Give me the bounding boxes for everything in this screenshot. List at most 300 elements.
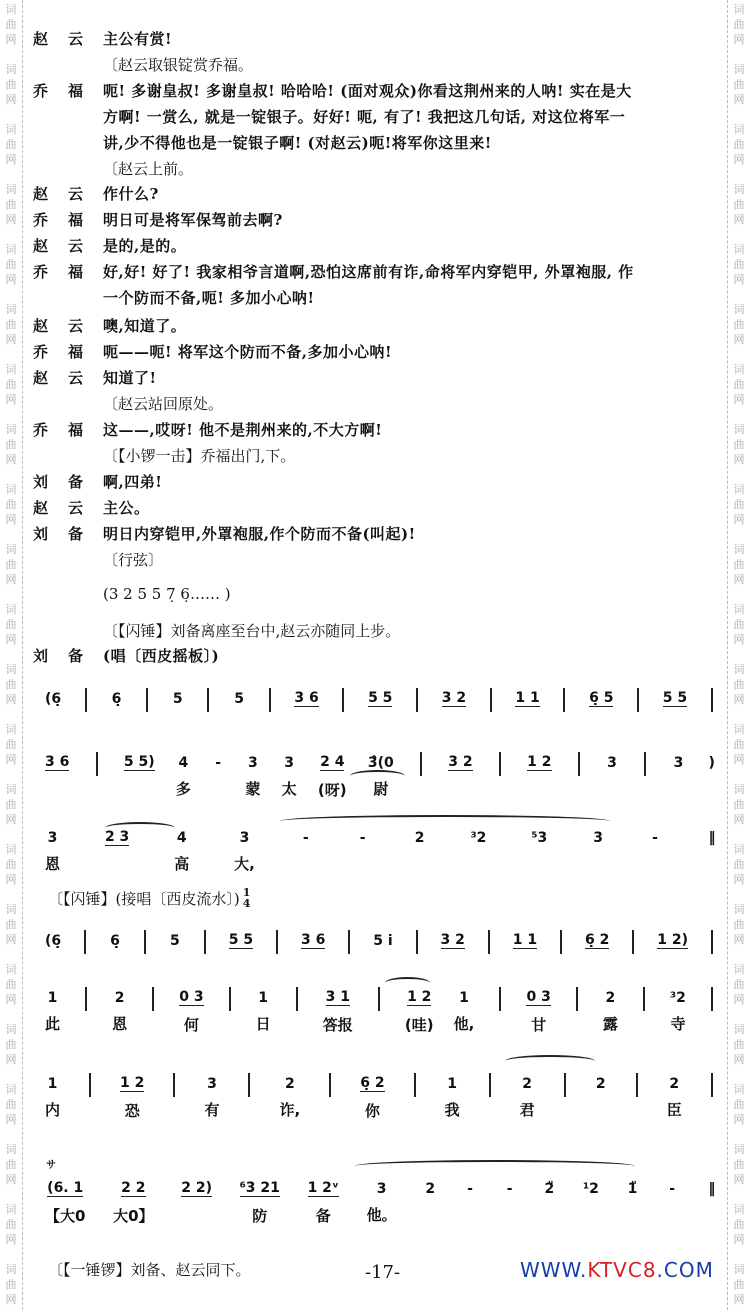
speaker-char: 赵 [33,29,49,48]
note-cell [282,752,297,799]
note-cell [424,1178,436,1200]
speaker-char: 福 [68,210,84,229]
barline [324,1073,336,1097]
watermark-text: 词 曲 网 [733,1263,745,1306]
note: ³2 [670,990,686,1006]
barline-mark [632,930,634,954]
speaker-char: 云 [68,29,84,48]
note-cell [318,752,347,800]
note-cell [657,930,688,953]
note: ) [708,755,715,771]
lyric: 日 [255,1015,271,1033]
watermark-text: 词 曲 网 [5,783,17,826]
barline-mark [416,930,418,954]
watermark-text: 词 曲 网 [733,1023,745,1066]
speaker-char: 备 [68,524,84,543]
barline [631,1073,643,1097]
dialogue-text: 知道了! [103,368,157,387]
watermark-text: 词 曲 网 [5,1263,17,1306]
note-cell [520,1073,535,1120]
watermark-text: 词 曲 网 [733,903,745,946]
note: ‖ [708,830,716,846]
note: ‖ [708,1181,716,1197]
note-cell [442,688,466,711]
dialogue-text: 啊,四弟! [103,472,163,491]
note-cell [448,752,472,775]
watermark-text: 词 曲 网 [733,63,745,106]
note-cell [464,1178,476,1200]
speaker-char: 乔 [33,420,49,439]
slur [505,1055,595,1067]
note-cell [368,688,392,711]
note: 3 [376,1181,387,1197]
barline [706,688,718,712]
note: 0 3 [179,989,204,1005]
note-cell [204,1073,219,1120]
dialogue-line [33,339,392,363]
time-signature [243,887,251,909]
barline [632,688,644,712]
note: (6̣ [45,691,62,707]
watermark-text: 词 曲 网 [5,963,17,1006]
barline-mark [414,1073,416,1097]
note-cell [627,1178,639,1200]
speaker-char: 福 [68,420,84,439]
page-number: -17- [365,1262,401,1283]
score-row [45,1073,718,1121]
tempo-mark: サ [46,1160,56,1171]
barline-mark [578,752,580,776]
lyric: 此 [45,1015,61,1033]
note-cell [174,827,189,874]
note-cell [367,1178,397,1225]
note-cell [543,1178,555,1200]
stage-direction-text: 〔【小锣一击】乔福出门,下。 [103,446,296,465]
note-cell [308,1178,339,1226]
lyric: 有 [204,1101,220,1119]
note-cell [583,1178,599,1200]
note-cell [706,1178,718,1200]
lyric: 蒙 [245,780,261,798]
note: 1 2 [527,754,552,770]
lyric: 甘 [531,1016,547,1034]
stage-direction-text: 〔赵云上前。 [103,159,194,178]
dialogue-line [33,104,625,128]
note-cell [45,1178,85,1226]
note: 3̂(0 [367,755,394,771]
lyric: 何 [183,1016,199,1034]
lyric: (哇) [404,1016,434,1034]
watermark-text: 词 曲 网 [5,1083,17,1126]
barline [337,688,349,712]
note: 2 [114,990,125,1006]
barline-mark [564,1073,566,1097]
note: 2 4 [320,754,345,770]
speaker-char: 云 [68,316,84,335]
barline [147,987,159,1011]
note-cell [233,688,245,710]
watermark-text: 词 曲 网 [733,843,745,886]
lyric: 多 [175,780,191,798]
watermark-text: 词 曲 网 [5,123,17,166]
dialogue-text: 是的,是的。 [103,236,187,255]
note-cell [179,987,203,1035]
barline-mark [576,987,578,1011]
dialogue-line [33,181,159,205]
stage-direction-text: 〔赵云站回原处。 [103,394,224,413]
note-cell [357,827,369,849]
barline [573,752,585,776]
note-cell [113,1178,153,1226]
note: 3 [239,830,250,846]
note-cell [110,688,122,710]
barline-mark [204,930,206,954]
dialogue-text: 这——,哎呀! 他不是荆州来的,不大方啊! [103,420,383,439]
note: - [652,830,658,846]
note: 3 6 [294,690,319,706]
note-cell [109,930,121,952]
barline-mark [146,688,148,712]
watermark-text: 词 曲 网 [5,63,17,106]
note: 2 [425,1181,436,1197]
dialogue-text: 主公有赏! [103,29,173,48]
note: 5 5 [662,690,688,706]
note: 2 3 [104,829,130,845]
lyric: 太 [281,780,297,798]
speaker-char: 福 [68,342,84,361]
note-cell [120,1073,144,1121]
dialogue-text: 一个防而不备,呃! 多加小心呐! [103,288,315,307]
watermark-text: 词 曲 网 [5,3,17,46]
note-cell [595,1073,607,1095]
speaker-name [33,80,103,101]
barline-mark [499,752,501,776]
barline-mark [348,930,350,954]
note: ¹2 [582,1181,599,1197]
note: 6̣ [111,691,122,707]
note: 1 1 [512,932,538,948]
note-cell [531,827,547,849]
speaker-char: 乔 [33,210,49,229]
note-cell [649,827,661,849]
barline [224,987,236,1011]
note: 1 [459,990,469,1006]
barline [415,752,427,776]
note-cell [45,930,61,952]
score-row [45,688,718,712]
note: 6̣ 5 [589,690,614,706]
note: 3 [673,755,684,771]
speaker-char: 赵 [33,236,49,255]
barline-mark [248,1073,250,1097]
lyric: 恩 [45,855,61,873]
barline-mark [711,987,713,1011]
lyric: 臣 [666,1101,682,1119]
note: - [302,830,309,846]
note: 1 1 [515,690,540,706]
speaker-name [33,235,103,256]
dialogue-text: 主公。 [103,498,150,517]
note: 2 2) [181,1180,212,1196]
note-cell [663,688,687,711]
note-cell [527,752,551,775]
barline [559,1073,571,1097]
dialogue-line [33,643,219,667]
watermark-text: 词 曲 网 [733,1203,745,1246]
note: - [669,1181,676,1197]
stage-direction [103,156,193,180]
note-cell [666,1178,678,1200]
note-cell [706,752,718,774]
barline-mark [711,1073,713,1097]
note: 3 1 [325,989,350,1005]
note-cell [513,930,537,953]
watermark-text: 词 曲 网 [5,183,17,226]
score-row [45,1178,718,1226]
time-sig-bottom: 4 [242,897,251,910]
barline-mark [89,1073,91,1097]
watermark-text: 词 曲 网 [5,543,17,586]
speaker-name [33,315,103,336]
barline-mark [560,930,562,954]
lyric: 尉 [373,780,389,798]
barline [271,930,283,954]
note-cell [245,752,260,799]
watermark-text: 词 曲 网 [733,783,745,826]
note-cell [585,930,609,953]
lyric: 露 [602,1015,618,1033]
stage-direction [103,547,163,571]
slur [385,977,430,989]
note: 2̎ [544,1181,555,1197]
time-sig-top: 1 [242,886,251,899]
barline-mark [296,987,298,1011]
watermark-text: 词 曲 网 [733,243,745,286]
note: 6̣ 2 [585,932,610,948]
speaker-name [33,341,103,362]
barline [558,688,570,712]
note: - [467,1181,473,1197]
note: 3 [248,755,258,771]
dialogue-line [33,495,150,519]
lyric: 【大0 [45,1207,86,1225]
note-cell [45,827,60,874]
watermark-text: 词 曲 网 [5,903,17,946]
note: 2 [595,1076,606,1092]
dialogue-line [33,207,283,231]
speaker-name [33,261,103,282]
barline-mark [644,752,646,776]
watermark-text: 词 曲 网 [5,243,17,286]
speaker-name [33,645,103,666]
note: 5 [234,691,244,707]
watermark-text: 词 曲 网 [733,723,745,766]
barline [706,987,718,1011]
watermark-text: 词 曲 网 [733,603,745,646]
barline-mark [636,1073,638,1097]
note-cell [256,987,271,1034]
note-cell [176,752,191,799]
watermark-text: 词 曲 网 [733,483,745,526]
barline [706,1073,718,1097]
note-cell [234,827,255,874]
note: (6. 1 [47,1180,84,1196]
watermark-text: 词 曲 网 [5,843,17,886]
barline-mark [420,752,422,776]
speaker-char: 云 [68,184,84,203]
note: 2 2 [121,1180,146,1196]
speaker-name [33,367,103,388]
barline-mark [711,688,713,712]
note: 5 [170,933,180,949]
barline [199,930,211,954]
dialogue-text: (唱〔西皮摇板〕) [103,646,220,665]
barline [343,930,355,954]
barline-mark [85,688,87,712]
speaker-name [33,183,103,204]
note-cell [212,752,224,774]
dialogue-text: 讲,少不得他也是一锭银子啊! (对赵云)呃!将军你这里来! [103,133,492,152]
note-cell [240,1178,280,1226]
note: 3 [284,755,295,771]
note-cell [526,987,550,1035]
watermark-text: 词 曲 网 [733,663,745,706]
score-row [45,930,718,954]
barline-mark [342,688,344,712]
note-cell [360,1073,384,1121]
lyric: 大, [234,855,255,873]
watermark-text: 词 曲 网 [5,363,17,406]
lyric: 寺 [670,1015,686,1033]
barline-mark [85,987,87,1011]
barline-mark [711,930,713,954]
barline [494,987,506,1011]
barline [243,1073,255,1097]
dialogue-line [33,130,492,154]
lyric: 防 [252,1207,268,1225]
note-cell [45,1073,60,1120]
barline [80,688,92,712]
note: (6̣ [45,933,62,949]
dialogue-line [33,26,172,50]
note-cell [454,987,475,1034]
watermark-text: 词 曲 网 [5,423,17,466]
barline [485,688,497,712]
score-row [45,987,718,1035]
barline [168,1073,180,1097]
speaker-char: 刘 [33,646,49,665]
note-cell [45,752,69,775]
watermark-text: 词 曲 网 [5,603,17,646]
note-cell [471,827,487,849]
barline [571,987,583,1011]
note-cell [414,827,426,849]
speaker-name [33,209,103,230]
barline [80,987,92,1011]
slur [280,815,610,827]
speaker-char: 刘 [33,524,49,543]
note-cell [673,752,685,774]
watermark-text: 词 曲 网 [733,123,745,166]
barline [291,987,303,1011]
exit-stage-direction [48,1257,251,1281]
barline-mark [96,752,98,776]
stage-direction-text: (3 2 5 5 7̣ 6̣…… ) [103,585,231,603]
watermark-text: 词 曲 网 [733,303,745,346]
note: 1 2) [657,932,688,948]
barline-mark [276,930,278,954]
note-cell [124,752,155,775]
note-cell [405,987,434,1035]
speaker-char: 赵 [33,498,49,517]
slur [355,1160,635,1172]
exit-stage-text: 〔【一锤锣】刘备、赵云同下。 [48,1260,251,1279]
lyric: 备 [315,1207,331,1225]
site-part: KTVC8 [587,1258,657,1282]
stage-direction-text: 〔行弦〕 [103,550,164,569]
barline [484,1073,496,1097]
watermark-text: 词 曲 网 [733,963,745,1006]
lyric: 诈, [279,1101,301,1119]
watermark-text: 词 曲 网 [5,1203,17,1246]
stage-direction-text: 〔赵云取银锭赏乔福。 [103,55,254,74]
barline [141,688,153,712]
speaker-char: 乔 [33,81,49,100]
slur [105,822,175,834]
dialogue-line [33,233,186,257]
note: 6̣ [110,933,120,949]
barline-mark [269,688,271,712]
watermark-text: 词 曲 网 [5,303,17,346]
note: - [359,830,366,846]
note-cell [667,1073,682,1120]
note-cell [445,1073,460,1120]
note: 3 [607,755,617,771]
barline [202,688,214,712]
lyric: 高 [174,855,190,873]
dialogue-line [33,285,315,309]
lyric: 他, [453,1015,475,1033]
barline-mark [84,930,86,954]
section-header [48,886,250,910]
speaker-char: 刘 [33,472,49,491]
note: 2 [522,1076,533,1092]
note-cell [181,1178,212,1201]
watermark-text: 词 曲 网 [733,1083,745,1126]
note-cell [441,930,465,953]
dialogue-line [33,78,632,102]
site-part: WWW. [520,1258,588,1282]
note-cell [229,930,253,953]
barline [411,688,423,712]
speaker-char: 赵 [33,368,49,387]
barline-mark [637,688,639,712]
note: 1̎ [627,1181,638,1197]
section-header-text: 〔【闪锤】(接唱〔西皮流水〕) [48,889,240,908]
note: 3 2 [441,690,467,706]
note-cell [589,688,613,711]
barline [139,930,151,954]
speaker-name [33,28,103,49]
note-cell [606,752,618,774]
barline [373,987,385,1011]
note: 1 [258,990,269,1006]
watermark-text: 词 曲 网 [733,363,745,406]
note: ⁵3 [531,830,548,846]
note: - [506,1181,513,1197]
speaker-name [33,523,103,544]
lyric: 君 [519,1101,535,1119]
